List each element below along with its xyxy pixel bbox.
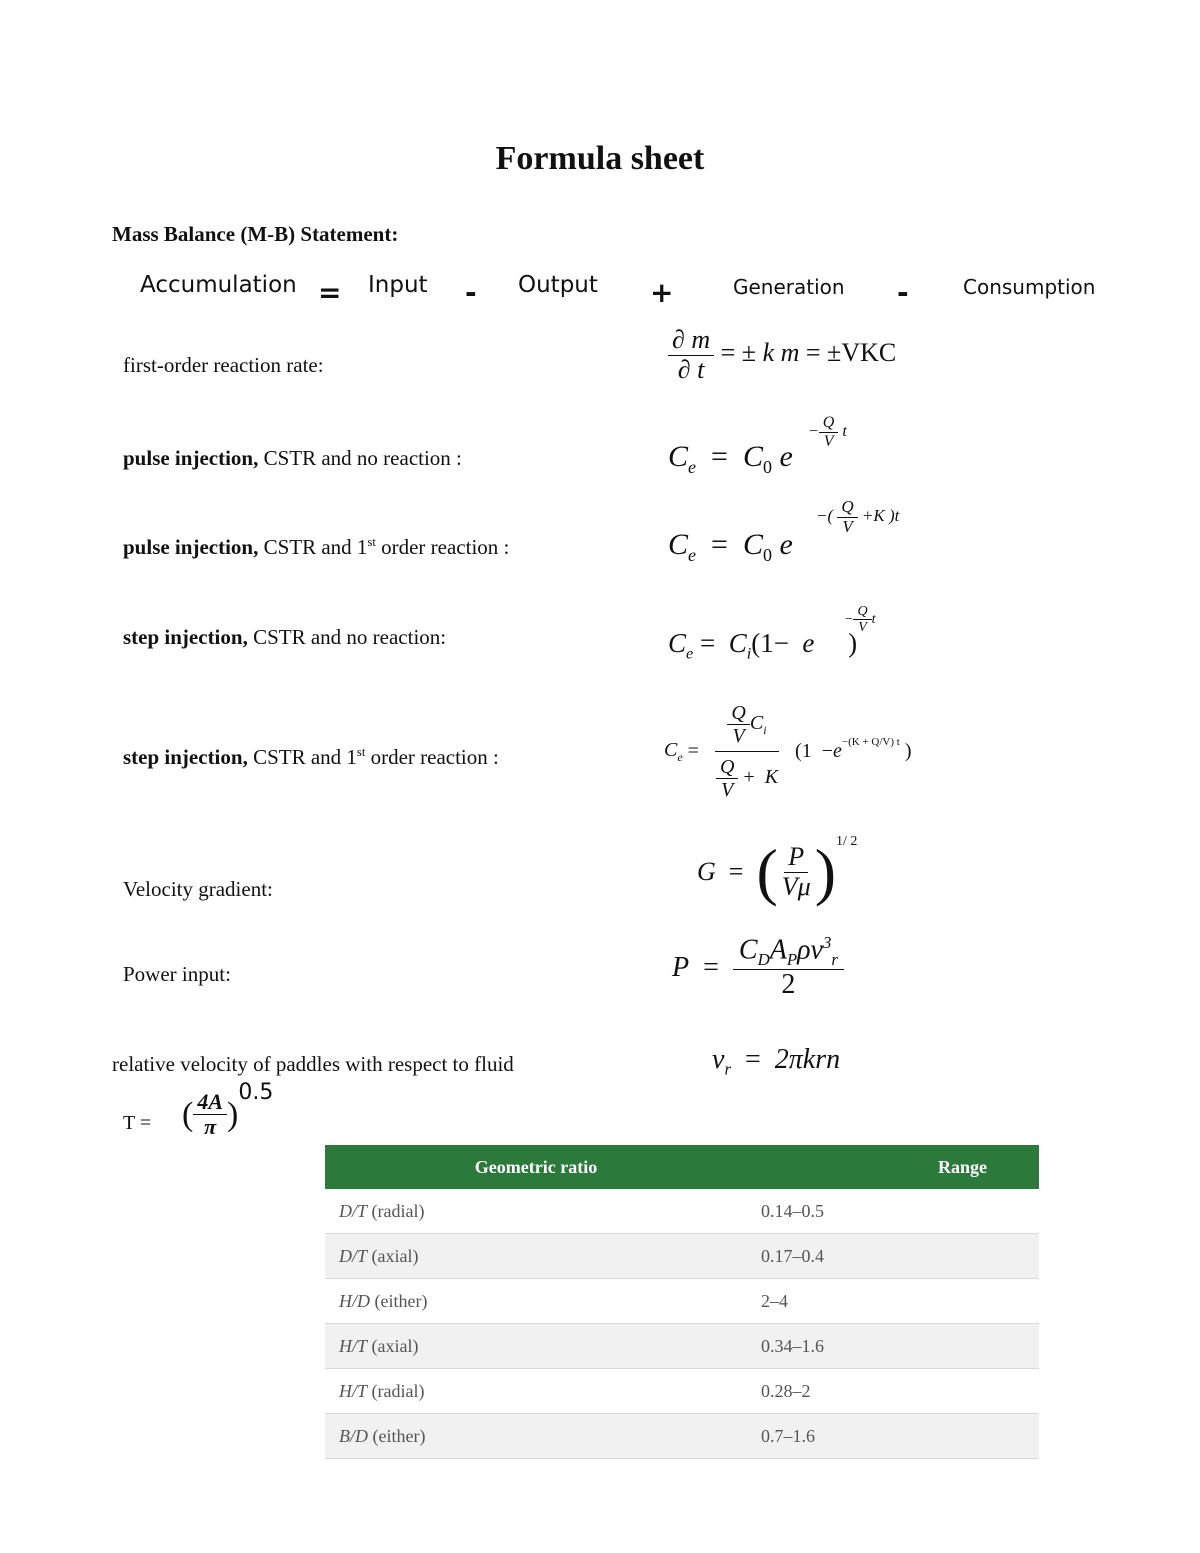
pulse-exponent: − $\frac{Q}{V}$ t (808, 414, 847, 450)
step-no-reaction-formula: $C_e = C_i(1- e$ ) (668, 628, 858, 663)
ratio-symbol: D/T (339, 1245, 368, 1266)
table-cell: 2–4 (747, 1279, 1039, 1324)
velocity-gradient-formula: G = ( $\frac{P}{V\mu}$ ) 1/ 2 (697, 834, 858, 907)
pulse-label-rest: order reaction : (375, 535, 510, 559)
step-reaction-formula: $C_e$ = $\frac{Q}{V}$ $C_i$ $\frac{Q}{V}$ + K (1 − e $^{-(K + Q/V) t}$ ) (664, 702, 912, 801)
ratio-symbol: D/T (339, 1200, 368, 1221)
table-cell (325, 1234, 747, 1279)
pulse-no-reaction-label (123, 446, 462, 471)
table-row (325, 1279, 1039, 1324)
relative-velocity-label: relative velocity of paddles with respect to fluid (112, 1052, 514, 1076)
ratio-note: (either) (368, 1425, 426, 1446)
table-header-row (325, 1145, 1039, 1189)
pulse-label-bold: pulse injection, (123, 535, 259, 559)
table-cell: 0.17–0.4 (747, 1234, 1039, 1279)
pulse-no-reaction-formula: $C_e = C_0$ e (668, 440, 793, 477)
power-input-formula: P = $\frac{C_DA_P\rho v^3_r}{2}$ (672, 934, 844, 1001)
column-header: Geometric ratio (325, 1145, 747, 1189)
table-cell (325, 1189, 747, 1234)
step-label-rest: CSTR and 1 (247, 745, 357, 769)
table-row (325, 1414, 1039, 1459)
ordinal-suffix: st (367, 535, 376, 549)
step-reaction-label (123, 745, 499, 770)
step-label-bold: step injection, (123, 625, 248, 649)
pulse-label-bold: pulse injection, (123, 446, 259, 470)
step-exponent: − $\frac{Q}{V}$ t (844, 604, 876, 636)
step-label-rest: CSTR and no reaction: (247, 625, 447, 649)
input-term: Input (368, 272, 428, 298)
ratio-symbol: B/D (339, 1425, 368, 1446)
pulse-reaction-formula: $C_e = C_0$ e (668, 528, 793, 565)
relative-velocity-formula: $v_r = 2\pi krn$ (712, 1044, 841, 1079)
minus-sign: - (465, 276, 477, 309)
table-cell: 0.28–2 (747, 1369, 1039, 1414)
consumption-term: Consumption (963, 275, 1096, 299)
pulse-reaction-exponent: −( $\frac{Q}{V}$ +K )t (816, 497, 900, 536)
pulse-reaction-label (123, 535, 509, 560)
first-order-formula: $\frac{\partial m}{\partial t}$ = ± k m = ±VKC (668, 326, 896, 384)
step-label-rest: order reaction : (365, 745, 499, 769)
first-order-label: first-order reaction rate: (123, 353, 324, 377)
pulse-label-rest: CSTR and 1 (258, 535, 368, 559)
section-heading: Mass Balance (M-B) Statement: (112, 222, 399, 246)
ratio-note: (radial) (367, 1380, 425, 1401)
ratio-note: (radial) (367, 1200, 425, 1221)
geometric-ratio-table (325, 1145, 1039, 1459)
table-cell: 0.14–0.5 (747, 1189, 1039, 1234)
ordinal-suffix: st (356, 745, 366, 759)
output-term: Output (518, 272, 598, 298)
table-row (325, 1369, 1039, 1414)
table-row (325, 1324, 1039, 1369)
ratio-symbol: H/T (339, 1335, 368, 1356)
ratio-note: (either) (370, 1290, 428, 1311)
t-formula: ( $\frac{4A}{\pi}$ ) 0.5 (182, 1080, 274, 1140)
table-row (325, 1189, 1039, 1234)
table-cell (325, 1369, 747, 1414)
equals-sign: = (318, 276, 342, 309)
accumulation-term: Accumulation (140, 272, 297, 298)
velocity-gradient-label: Velocity gradient: (123, 877, 273, 901)
ratio-note: (axial) (367, 1335, 419, 1356)
table-cell (325, 1324, 747, 1369)
table-cell (325, 1279, 747, 1324)
table-cell: 0.34–1.6 (747, 1324, 1039, 1369)
ratio-symbol: H/T (339, 1380, 368, 1401)
ratio-symbol: H/D (339, 1290, 370, 1311)
step-label-bold: step injection, (123, 745, 248, 769)
pulse-label-rest: CSTR and no reaction : (258, 446, 462, 470)
ratio-note: (axial) (367, 1245, 419, 1266)
step-no-reaction-label (123, 625, 446, 650)
column-header: Range (747, 1145, 1039, 1189)
generation-term: Generation (733, 275, 845, 299)
minus-sign: - (897, 276, 909, 309)
plus-sign: + (650, 276, 674, 309)
page-title: Formula sheet (495, 140, 705, 177)
table-cell: 0.7–1.6 (747, 1414, 1039, 1459)
power-input-label: Power input: (123, 962, 231, 986)
table-cell (325, 1414, 747, 1459)
t-label: T = (123, 1112, 152, 1134)
table-row (325, 1234, 1039, 1279)
